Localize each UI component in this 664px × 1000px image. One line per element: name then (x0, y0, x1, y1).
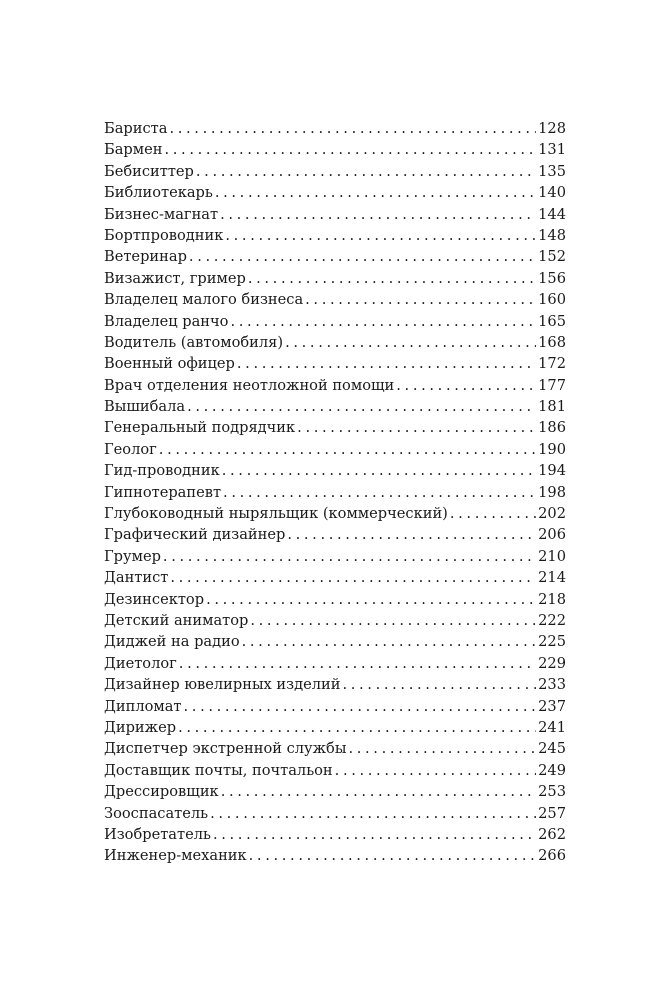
toc-entry (104, 161, 566, 182)
toc-entry-title: Дезинсектор (104, 590, 205, 608)
toc-entry (104, 246, 566, 267)
toc-dot-leader (230, 311, 536, 332)
toc-entry-title: Геолог (104, 440, 157, 458)
toc-entry (104, 524, 566, 545)
toc-dot-leader (225, 225, 536, 246)
toc-dot-leader (159, 439, 536, 460)
toc-entry-page-number: 194 (538, 462, 566, 480)
toc-dot-leader (297, 417, 536, 438)
toc-entry-title: Дрессировщик (104, 783, 219, 801)
toc-entry-title: Бариста (104, 120, 168, 137)
toc-entry-title: Ветеринар (104, 248, 187, 266)
toc-entry (104, 696, 566, 717)
toc-entry-title: Дантист (104, 569, 169, 587)
toc-dot-leader (250, 610, 536, 631)
toc-dot-leader (248, 268, 536, 289)
toc-dot-leader (220, 204, 536, 225)
toc-entry (104, 631, 566, 652)
toc-entry-title: Бебиситтер (104, 162, 194, 180)
toc-entry-page-number: 266 (538, 847, 566, 865)
toc-entry (104, 674, 566, 695)
toc-dot-leader (223, 482, 536, 503)
toc-dot-leader (242, 631, 537, 652)
toc-entry-title: Гид-проводник (104, 462, 220, 480)
toc-entry-title: Дизайнер ювелирных изделий (104, 676, 341, 694)
toc-entry-page-number: 177 (538, 376, 566, 394)
toc-dot-leader (335, 760, 536, 781)
toc-entry-title: Водитель (автомобиля) (104, 333, 284, 351)
toc-entry (104, 289, 566, 310)
toc-entry-title: Инженер-механик (104, 847, 247, 865)
toc-entry-title: Владелец ранчо (104, 312, 229, 330)
toc-entry-page-number: 206 (538, 526, 566, 544)
toc-entry-title: Бортпроводник (104, 226, 224, 244)
toc-entry-page-number: 218 (538, 590, 566, 608)
toc-dot-leader (196, 161, 536, 182)
toc-entry (104, 546, 566, 567)
toc-entry (104, 460, 566, 481)
toc-entry-title: Диджей на радио (104, 633, 240, 651)
toc-entry-page-number: 225 (538, 633, 566, 651)
toc-entry (104, 589, 566, 610)
toc-entry-page-number: 245 (538, 740, 566, 758)
toc-entry-page-number: 241 (538, 718, 566, 736)
toc-entry-page-number: 160 (538, 291, 566, 309)
toc-entry (104, 845, 566, 866)
toc-entry (104, 610, 566, 631)
toc-entry-page-number: 181 (538, 398, 566, 416)
toc-entry-title: Зооспасатель (104, 804, 209, 822)
toc-dot-leader (249, 845, 536, 866)
toc-entry (104, 738, 566, 759)
toc-entry-title: Гипнотерапевт (104, 483, 222, 501)
toc-entry-page-number: 165 (538, 312, 566, 330)
toc-dot-leader (210, 803, 536, 824)
toc-entry (104, 503, 566, 524)
toc-entry-title: Генеральный подрядчик (104, 419, 296, 437)
toc-entry-title: Вышибала (104, 398, 186, 416)
toc-entry (104, 182, 566, 203)
toc-dot-leader (342, 674, 536, 695)
toc-dot-leader (163, 546, 536, 567)
toc-entry-page-number: 168 (538, 333, 566, 351)
toc-dot-leader (285, 332, 536, 353)
toc-entry-page-number: 253 (538, 783, 566, 801)
toc-entry (104, 439, 566, 460)
table-of-contents (104, 118, 566, 867)
toc-dot-leader (221, 781, 536, 802)
toc-entry (104, 118, 566, 139)
toc-entry (104, 139, 566, 160)
toc-entry-page-number: 262 (538, 825, 566, 843)
toc-dot-leader (450, 503, 536, 524)
toc-dot-leader (206, 589, 536, 610)
toc-entry (104, 353, 566, 374)
toc-entry-page-number: 214 (538, 569, 566, 587)
toc-entry (104, 482, 566, 503)
toc-entry-page-number: 128 (538, 120, 566, 137)
toc-dot-leader (348, 738, 536, 759)
toc-entry-page-number: 172 (538, 355, 566, 373)
toc-dot-leader (396, 375, 536, 396)
toc-entry-page-number: 249 (538, 761, 566, 779)
toc-dot-leader (169, 118, 536, 139)
toc-entry-page-number: 131 (538, 141, 566, 159)
toc-entry (104, 781, 566, 802)
toc-dot-leader (237, 353, 536, 374)
toc-entry-page-number: 156 (538, 269, 566, 287)
toc-entry-title: Диспетчер экстренной службы (104, 740, 347, 758)
toc-entry-page-number: 140 (538, 184, 566, 202)
toc-entry (104, 225, 566, 246)
toc-dot-leader (222, 460, 536, 481)
toc-entry-page-number: 190 (538, 440, 566, 458)
toc-entry (104, 332, 566, 353)
toc-dot-leader (287, 524, 536, 545)
toc-entry-page-number: 186 (538, 419, 566, 437)
toc-entry-title: Библиотекарь (104, 184, 213, 202)
toc-entry-page-number: 144 (538, 205, 566, 223)
toc-dot-leader (170, 567, 536, 588)
toc-entry-page-number: 257 (538, 804, 566, 822)
toc-entry-page-number: 148 (538, 226, 566, 244)
toc-dot-leader (215, 182, 536, 203)
toc-entry-title: Врач отделения неотложной помощи (104, 376, 395, 394)
toc-entry-page-number: 229 (538, 654, 566, 672)
toc-entry-title: Владелец малого бизнеса (104, 291, 304, 309)
toc-entry-title: Доставщик почты, почтальон (104, 761, 333, 779)
toc-entry-title: Изобретатель (104, 825, 211, 843)
toc-entry (104, 760, 566, 781)
toc-entry (104, 824, 566, 845)
toc-dot-leader (213, 824, 536, 845)
toc-dot-leader (164, 139, 536, 160)
toc-entry (104, 717, 566, 738)
toc-entry-title: Дипломат (104, 697, 182, 715)
toc-entry-page-number: 135 (538, 162, 566, 180)
toc-entry (104, 567, 566, 588)
toc-entry-title: Диетолог (104, 654, 177, 672)
toc-entry-page-number: 222 (538, 611, 566, 629)
toc-entry-page-number: 210 (538, 547, 566, 565)
toc-dot-leader (179, 653, 536, 674)
toc-entry-title: Бизнес-магнат (104, 205, 219, 223)
toc-dot-leader (305, 289, 536, 310)
toc-dot-leader (187, 396, 536, 417)
toc-entry-title: Грумер (104, 547, 161, 565)
toc-entry (104, 653, 566, 674)
toc-entry-page-number: 198 (538, 483, 566, 501)
toc-entry-title: Дирижер (104, 718, 177, 736)
toc-entry-page-number: 202 (538, 505, 566, 523)
toc-entry (104, 417, 566, 438)
toc-entry-title: Графический дизайнер (104, 526, 286, 544)
toc-dot-leader (189, 246, 536, 267)
toc-entry (104, 396, 566, 417)
toc-entry (104, 375, 566, 396)
toc-entry-title: Глубоководный ныряльщик (коммерческий) (104, 505, 448, 523)
toc-entry-page-number: 237 (538, 697, 566, 715)
toc-entry-title: Бармен (104, 141, 163, 159)
toc-entry-page-number: 152 (538, 248, 566, 266)
toc-entry-page-number: 233 (538, 676, 566, 694)
toc-entry-title: Военный офицер (104, 355, 235, 373)
toc-dot-leader (184, 696, 537, 717)
toc-entry-title: Детский аниматор (104, 611, 249, 629)
toc-entry (104, 803, 566, 824)
toc-entry (104, 204, 566, 225)
toc-entry-title: Визажист, гример (104, 269, 246, 287)
toc-dot-leader (178, 717, 536, 738)
toc-entry (104, 268, 566, 289)
toc-entry (104, 311, 566, 332)
